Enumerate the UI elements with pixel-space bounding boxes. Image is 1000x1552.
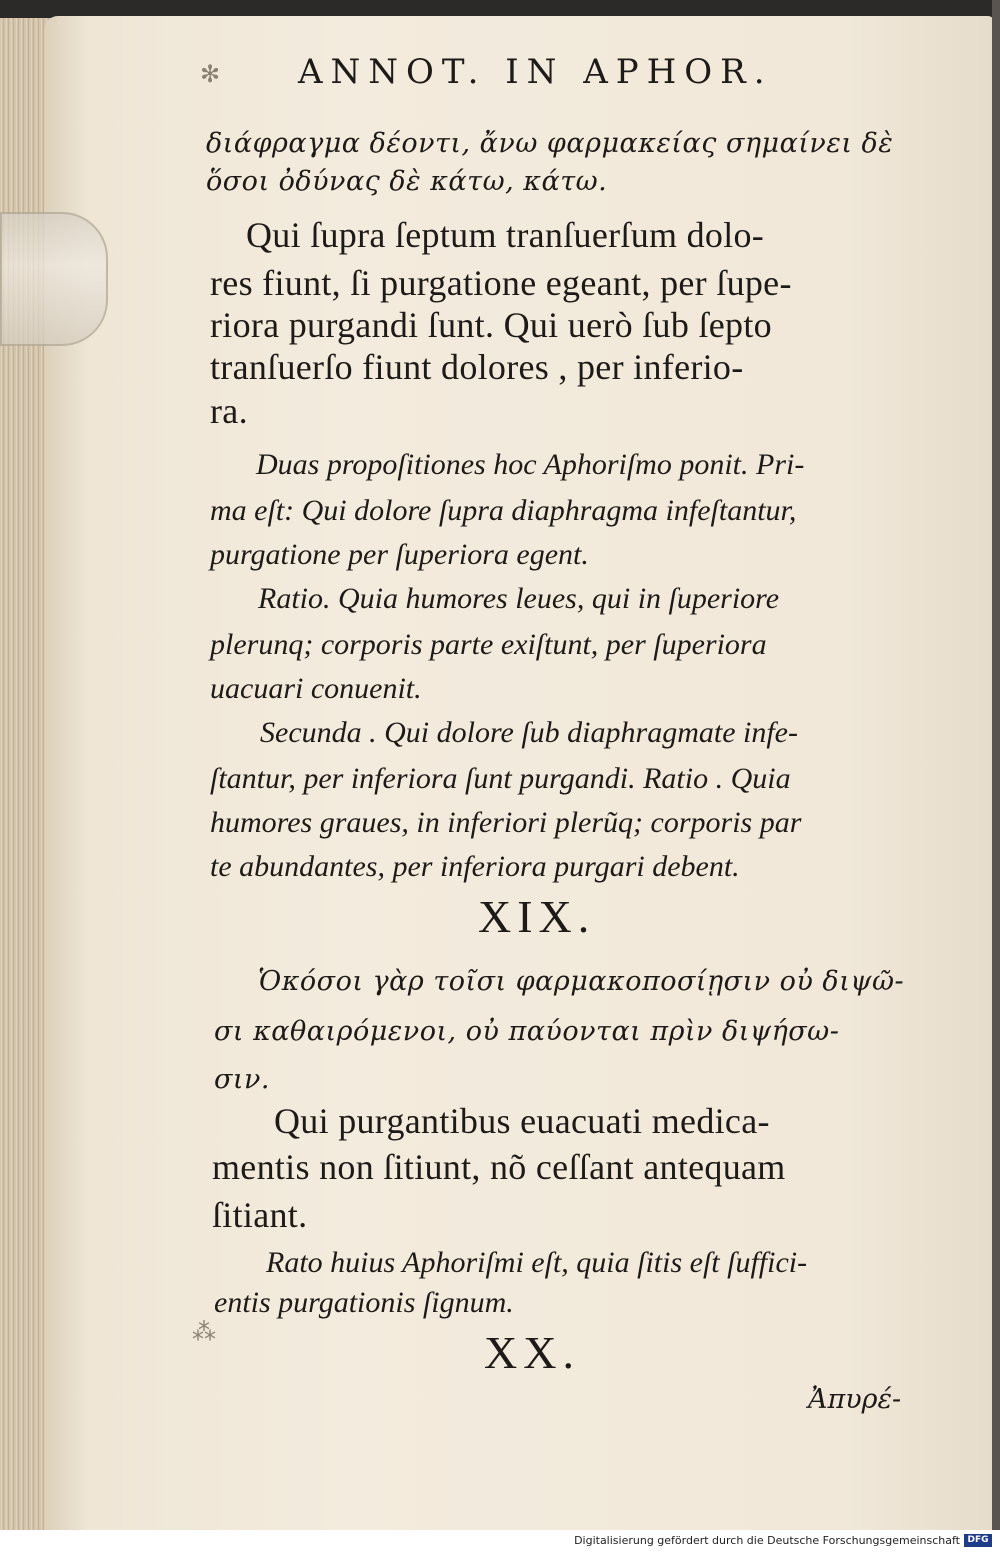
- catchword: Ἀπυρέ-: [808, 1384, 902, 1415]
- commentary-line: uacuari conuenit.: [210, 672, 422, 705]
- aphorism-latin-line: mentis non ſitiunt, nõ ceſſant antequam: [212, 1147, 786, 1187]
- running-head: ANNOT. IN APHOR.: [298, 52, 773, 92]
- page-clip: [0, 212, 108, 346]
- greek-line: ὅσοι ὀδύνας δὲ κάτω, κάτω.: [206, 166, 608, 197]
- commentary-line: humores graues, in inferiori plerũq; corporis par: [210, 806, 802, 839]
- commentary-line: te abundantes, per inferiora purgari debent.: [210, 850, 740, 883]
- commentary-line: Secunda . Qui dolore ſub diaphragmate infe-: [260, 716, 798, 749]
- commentary-line: Rato huius Aphoriſmi eſt, quia ſitis eſt ſuffici-: [266, 1246, 808, 1279]
- funding-credit: Digitalisierung gefördert durch die Deutsche Forschungsgemeinschaft: [574, 1534, 960, 1547]
- commentary-line: ma eſt: Qui dolore ſupra diaphragma infeſtantur,: [210, 494, 797, 527]
- commentary-line: ſtantur, per inferiora ſunt purgandi. Ratio . Quia: [210, 762, 791, 795]
- commentary-line: entis purgationis ſignum.: [214, 1286, 514, 1319]
- footer-bar: [0, 1530, 1000, 1552]
- aphorism-latin-line: res fiunt, ſi purgatione egeant, per ſupe-: [210, 263, 792, 303]
- aphorism-latin-line: Qui purgantibus euacuati medica-: [274, 1101, 770, 1141]
- greek-line: Ὁκόσοι γὰρ τοῖσι φαρμακοποσίῃσιν οὐ διψῶ-: [258, 966, 905, 997]
- aphorism-latin-line: Qui ſupra ſeptum tranſuerſum dolo-: [246, 215, 765, 255]
- greek-line: σι καθαιρόμενοι, οὐ παύονται πρὶν διψήσω-: [214, 1016, 840, 1047]
- aphorism-latin-line: ſitiant.: [212, 1195, 308, 1235]
- commentary-line: Ratio. Quia humores leues, qui in ſuperiore: [258, 582, 780, 615]
- aphorism-latin-line: riora purgandi ſunt. Qui uerò ſub ſepto: [210, 305, 772, 345]
- scan-right-edge: [992, 0, 1000, 1530]
- aphorism-number: XX.: [484, 1327, 580, 1378]
- greek-line: διάφραγμα δέοντι, ἄνω φαρμακείας σημαίνει δὲ: [206, 128, 894, 159]
- aphorism-latin-line: tranſuerſo fiunt dolores , per inferio-: [210, 347, 744, 387]
- aphorism-number: XIX.: [478, 891, 596, 942]
- greek-line: σιν.: [214, 1064, 271, 1095]
- aphorism-latin-line: ra.: [210, 391, 248, 431]
- dfg-logo-icon: DFG: [964, 1534, 992, 1547]
- marginal-mark: ⁂: [192, 1318, 216, 1346]
- commentary-line: Duas propoſitiones hoc Aphoriſmo ponit. Pri-: [256, 448, 805, 481]
- commentary-line: purgatione per ſuperiora egent.: [210, 538, 589, 571]
- commentary-line: plerunq; corporis parte exiſtunt, per ſuperiora: [210, 628, 767, 661]
- marginal-mark: ✻: [200, 60, 221, 88]
